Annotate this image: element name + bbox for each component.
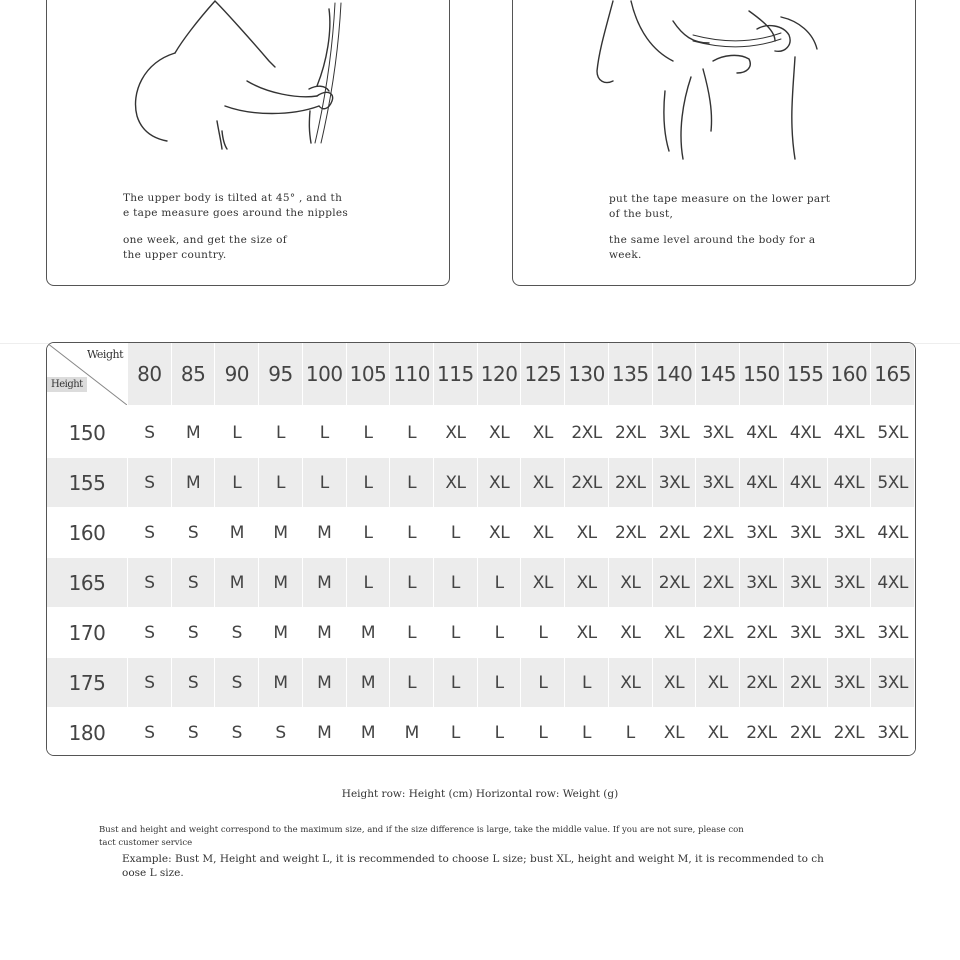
size-cell: S <box>215 708 259 757</box>
size-cell: S <box>171 658 215 708</box>
size-cell: XL <box>608 658 652 708</box>
size-cell: M <box>171 458 215 508</box>
size-cell: 3XL <box>740 558 784 608</box>
size-cell: XL <box>521 508 565 558</box>
size-cell: L <box>521 708 565 757</box>
table-corner-cell <box>47 343 128 407</box>
size-cell: XL <box>477 458 521 508</box>
size-cell: L <box>390 407 434 458</box>
size-cell: M <box>346 658 390 708</box>
weight-header-row <box>47 343 915 407</box>
size-cell: 2XL <box>565 458 609 508</box>
corner-weight-label: Weight <box>87 348 123 361</box>
table-row <box>47 658 915 708</box>
size-cell: L <box>434 508 478 558</box>
weight-header-cell: 160 <box>827 343 871 407</box>
size-cell: XL <box>434 407 478 458</box>
size-cell: 3XL <box>827 558 871 608</box>
size-cell: 3XL <box>783 508 827 558</box>
size-cell: L <box>215 407 259 458</box>
size-cell: 2XL <box>740 608 784 658</box>
panel-left-caption-1: The upper body is tilted at 45° , and th e tape measure goes around the nipples <box>123 192 349 219</box>
size-cell: 2XL <box>696 508 740 558</box>
weight-header-cell: 140 <box>652 343 696 407</box>
size-cell: XL <box>652 708 696 757</box>
size-cell: XL <box>608 558 652 608</box>
weight-header-cell: 95 <box>259 343 303 407</box>
height-row-header: 175 <box>47 658 128 708</box>
size-cell: S <box>128 558 172 608</box>
size-cell: 2XL <box>827 708 871 757</box>
size-cell: M <box>302 608 346 658</box>
size-cell: L <box>434 658 478 708</box>
size-cell: S <box>128 708 172 757</box>
size-cell: 2XL <box>652 508 696 558</box>
size-cell: XL <box>565 508 609 558</box>
size-cell: 2XL <box>608 508 652 558</box>
size-cell: L <box>565 658 609 708</box>
size-cell: S <box>128 608 172 658</box>
size-cell: L <box>390 608 434 658</box>
size-cell: 2XL <box>740 658 784 708</box>
size-cell: 5XL <box>871 407 915 458</box>
size-cell: L <box>390 458 434 508</box>
size-cell: L <box>434 708 478 757</box>
size-cell: 5XL <box>871 458 915 508</box>
height-row-header: 165 <box>47 558 128 608</box>
size-cell: S <box>171 608 215 658</box>
weight-header-cell: 85 <box>171 343 215 407</box>
corner-height-label: Height <box>47 377 87 392</box>
size-cell: M <box>215 508 259 558</box>
table-legend-note: Height row: Height (cm) Horizontal row: Weight (g) <box>341 788 619 800</box>
size-cell: XL <box>652 658 696 708</box>
size-cell: M <box>259 608 303 658</box>
size-cell: M <box>390 708 434 757</box>
weight-header-cell: 130 <box>565 343 609 407</box>
size-cell: 3XL <box>871 608 915 658</box>
weight-header-cell: 100 <box>302 343 346 407</box>
size-cell: 2XL <box>652 558 696 608</box>
height-row-header: 155 <box>47 458 128 508</box>
table-row <box>47 708 915 757</box>
measurement-panel-tilted <box>46 0 450 286</box>
weight-header-cell: 155 <box>783 343 827 407</box>
size-cell: 2XL <box>696 558 740 608</box>
size-cell: XL <box>477 508 521 558</box>
size-cell: L <box>565 708 609 757</box>
table-row <box>47 407 915 458</box>
size-cell: L <box>346 407 390 458</box>
size-cell: S <box>128 508 172 558</box>
size-cell: XL <box>565 608 609 658</box>
size-cell: M <box>171 407 215 458</box>
size-cell: S <box>128 407 172 458</box>
table-row <box>47 558 915 608</box>
size-cell: 4XL <box>740 458 784 508</box>
size-cell: 4XL <box>871 508 915 558</box>
size-cell: 2XL <box>608 458 652 508</box>
size-cell: 3XL <box>696 458 740 508</box>
weight-header-cell: 80 <box>128 343 172 407</box>
size-cell: S <box>171 708 215 757</box>
size-cell: 3XL <box>871 708 915 757</box>
weight-header-cell: 165 <box>871 343 915 407</box>
size-chart-table <box>46 342 916 756</box>
table-row <box>47 458 915 508</box>
size-cell: L <box>259 458 303 508</box>
size-cell: XL <box>696 708 740 757</box>
size-cell: M <box>302 708 346 757</box>
size-cell: M <box>259 508 303 558</box>
size-cell: S <box>128 658 172 708</box>
size-cell: 2XL <box>783 708 827 757</box>
size-cell: XL <box>652 608 696 658</box>
size-cell: 4XL <box>740 407 784 458</box>
size-cell: 2XL <box>740 708 784 757</box>
size-cell: M <box>302 558 346 608</box>
size-cell: L <box>302 458 346 508</box>
size-cell: L <box>434 608 478 658</box>
size-cell: XL <box>521 558 565 608</box>
height-row-header: 170 <box>47 608 128 658</box>
size-cell: M <box>215 558 259 608</box>
size-cell: M <box>346 708 390 757</box>
size-cell: S <box>215 608 259 658</box>
size-cell: M <box>302 658 346 708</box>
size-cell: 4XL <box>783 407 827 458</box>
size-cell: 3XL <box>827 508 871 558</box>
size-advice-note: Bust and height and weight correspond to the maximum size, and if the size difference is large, take the middle value. If you are not sure, please con tact customer service <box>99 825 744 848</box>
weight-header-cell: 150 <box>740 343 784 407</box>
size-cell: 3XL <box>740 508 784 558</box>
size-cell: XL <box>608 608 652 658</box>
size-cell: 4XL <box>827 458 871 508</box>
size-cell: L <box>608 708 652 757</box>
size-cell: L <box>434 558 478 608</box>
size-cell: L <box>521 658 565 708</box>
weight-header-cell: 110 <box>390 343 434 407</box>
size-cell: 3XL <box>783 608 827 658</box>
weight-header-cell: 115 <box>434 343 478 407</box>
size-cell: L <box>477 558 521 608</box>
size-cell: XL <box>434 458 478 508</box>
size-cell: 2XL <box>565 407 609 458</box>
size-cell: L <box>302 407 346 458</box>
height-row-header: 180 <box>47 708 128 757</box>
size-cell: 3XL <box>696 407 740 458</box>
size-cell: 2XL <box>608 407 652 458</box>
size-cell: 3XL <box>652 407 696 458</box>
size-cell: 2XL <box>696 608 740 658</box>
panel-left-caption-2: one week, and get the size of the upper country. <box>123 234 287 261</box>
weight-header-cell: 135 <box>608 343 652 407</box>
size-cell: XL <box>521 407 565 458</box>
size-example-note: Example: Bust M, Height and weight L, it is recommended to choose L size; bust XL, height and weight M, it is recommended to ch oose L size. <box>122 853 824 879</box>
weight-header-cell: 145 <box>696 343 740 407</box>
measurement-panel-underbust <box>512 0 916 286</box>
size-cell: S <box>171 558 215 608</box>
size-cell: L <box>346 458 390 508</box>
size-cell: 3XL <box>827 608 871 658</box>
size-cell: XL <box>477 407 521 458</box>
size-cell: 2XL <box>783 658 827 708</box>
size-cell: M <box>346 608 390 658</box>
weight-header-cell: 90 <box>215 343 259 407</box>
weight-header-cell: 125 <box>521 343 565 407</box>
size-cell: S <box>259 708 303 757</box>
size-cell: L <box>346 558 390 608</box>
size-cell: S <box>215 658 259 708</box>
size-cell: S <box>128 458 172 508</box>
size-cell: XL <box>565 558 609 608</box>
size-cell: 3XL <box>783 558 827 608</box>
size-cell: M <box>259 658 303 708</box>
size-cell: L <box>477 708 521 757</box>
table-row <box>47 608 915 658</box>
height-row-header: 150 <box>47 407 128 458</box>
size-cell: 4XL <box>827 407 871 458</box>
table-row <box>47 508 915 558</box>
weight-header-cell: 120 <box>477 343 521 407</box>
size-cell: L <box>346 508 390 558</box>
size-cell: XL <box>696 658 740 708</box>
size-cell: L <box>477 658 521 708</box>
size-cell: XL <box>521 458 565 508</box>
size-cell: L <box>521 608 565 658</box>
panel-right-caption-1: put the tape measure on the lower part of the bust, <box>609 193 831 220</box>
weight-header-cell: 105 <box>346 343 390 407</box>
size-cell: S <box>171 508 215 558</box>
height-row-header: 160 <box>47 508 128 558</box>
size-cell: 3XL <box>827 658 871 708</box>
panel-right-caption-2: the same level around the body for a week. <box>609 234 816 261</box>
size-cell: L <box>477 608 521 658</box>
size-cell: M <box>259 558 303 608</box>
size-cell: L <box>390 508 434 558</box>
size-cell: L <box>259 407 303 458</box>
size-cell: 4XL <box>871 558 915 608</box>
size-cell: 3XL <box>871 658 915 708</box>
size-cell: L <box>390 658 434 708</box>
size-cell: 4XL <box>783 458 827 508</box>
size-table-body <box>47 407 915 757</box>
size-cell: L <box>215 458 259 508</box>
size-cell: L <box>390 558 434 608</box>
size-cell: M <box>302 508 346 558</box>
size-cell: 3XL <box>652 458 696 508</box>
